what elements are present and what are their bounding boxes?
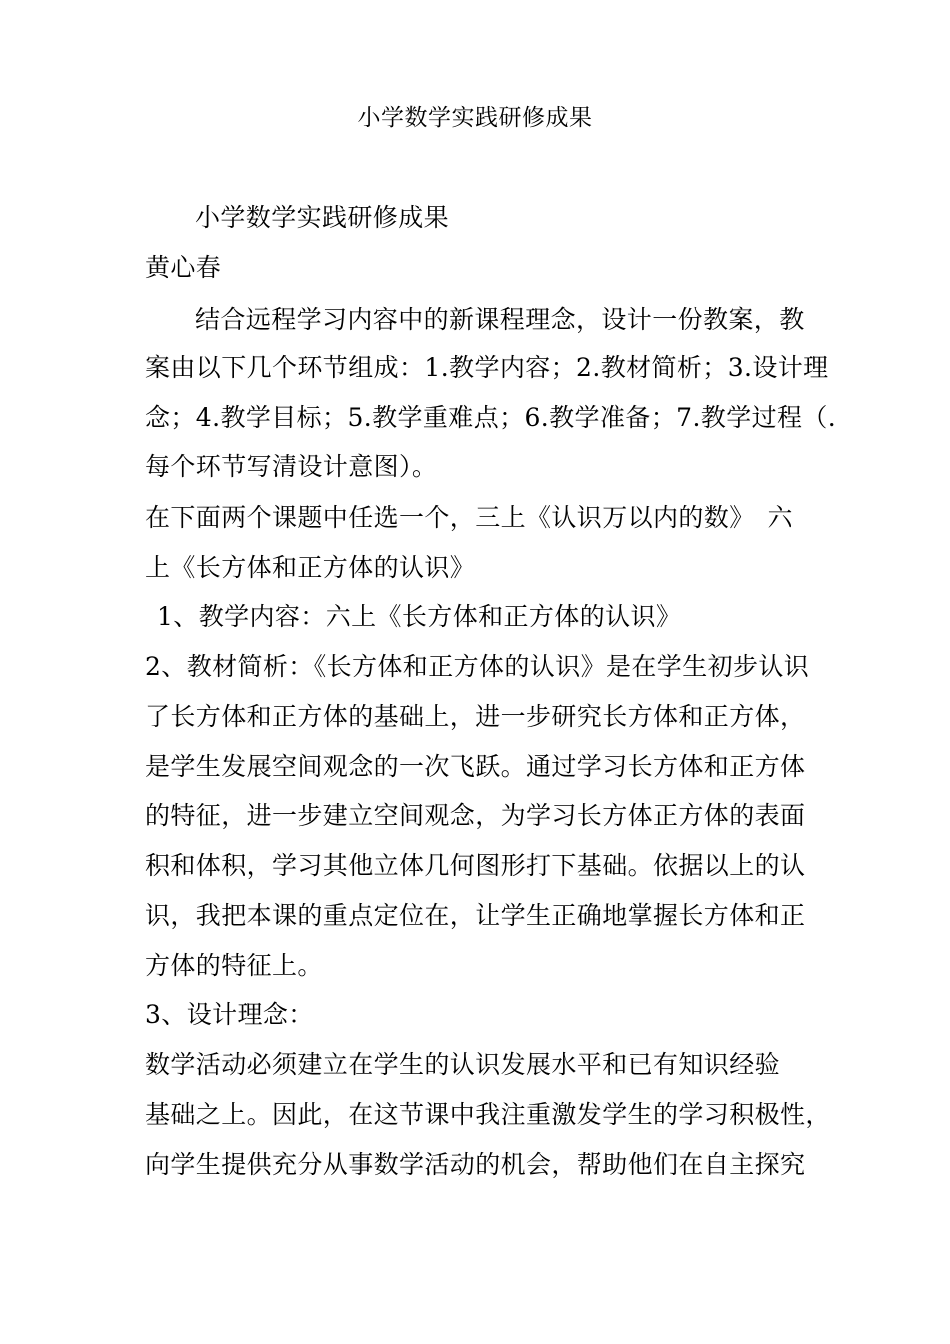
body-line: 向学生提供充分从事数学活动的机会，帮助他们在自主探究	[145, 1150, 806, 1179]
body-line: 上《长方体和正方体的认识》	[145, 553, 476, 582]
body-line: 在下面两个课题中任选一个，三上《认识万以内的数》 六	[145, 503, 793, 532]
page-title: 小学数学实践研修成果	[357, 105, 593, 131]
body-line: 2、教材简析：《长方体和正方体的认识》是在学生初步认识	[145, 652, 810, 681]
body-line: 的特征，进一步建立空间观念，为学习长方体正方体的表面	[145, 801, 806, 830]
body-line: 1、教学内容：六上《长方体和正方体的认识》	[157, 602, 682, 631]
body-line: 是学生发展空间观念的一次飞跃。通过学习长方体和正方体	[145, 752, 806, 781]
body-line: 基础之上。因此，在这节课中我注重激发学生的学习积极性，	[145, 1100, 831, 1129]
document-heading: 小学数学实践研修成果	[195, 203, 450, 232]
body-line: 念；4.教学目标；5.教学重难点；6.教学准备；7.教学过程（.	[145, 403, 837, 432]
body-line: 数学活动必须建立在学生的认识发展水平和已有知识经验	[145, 1050, 781, 1079]
body-line: 案由以下几个环节组成：1.教学内容；2.教材简析；3.设计理	[145, 353, 829, 382]
author-name: 黄心春	[145, 253, 222, 282]
body-line: 方体的特征上。	[145, 951, 323, 980]
body-line: 结合远程学习内容中的新课程理念，设计一份教案，教	[195, 305, 805, 334]
body-line: 积和体积，学习其他立体几何图形打下基础。依据以上的认	[145, 851, 806, 880]
body-line: 每个环节写清设计意图）。	[145, 452, 438, 481]
body-line: 识，我把本课的重点定位在，让学生正确地掌握长方体和正	[145, 901, 806, 930]
body-line: 了长方体和正方体的基础上，进一步研究长方体和正方体，	[145, 702, 806, 731]
body-line: 3、设计理念：	[145, 1000, 314, 1029]
